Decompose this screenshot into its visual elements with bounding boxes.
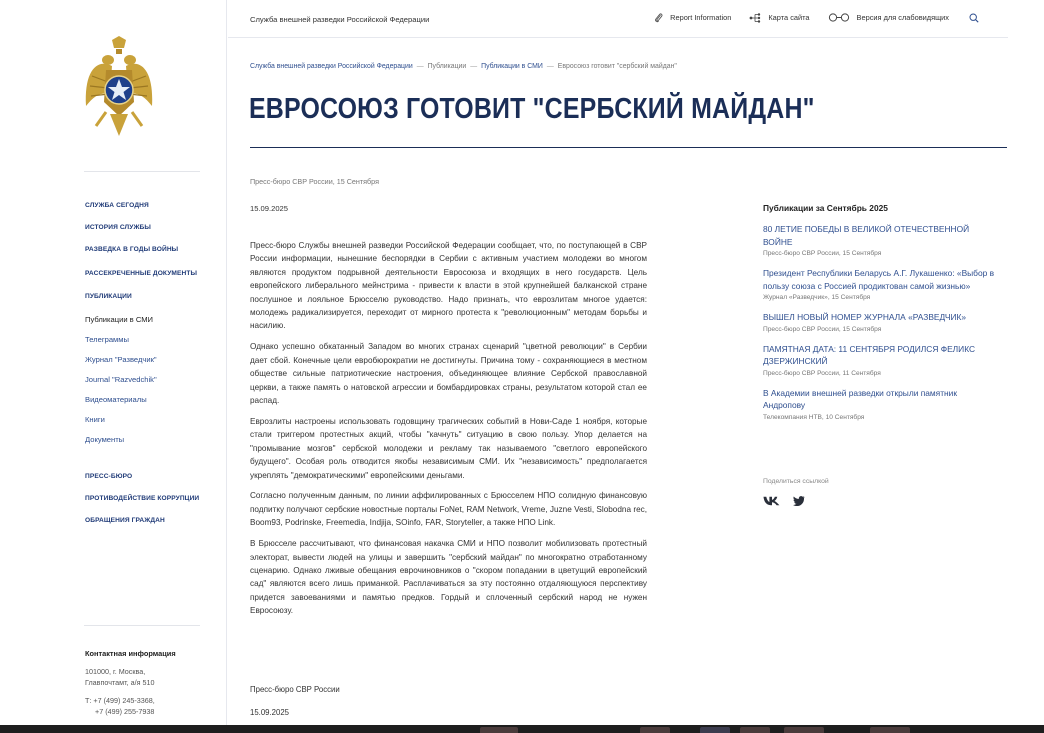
sidebar-item[interactable]: РАССЕКРЕЧЕННЫЕ ДОКУМЕНТЫ <box>85 270 198 277</box>
sidebar-item[interactable]: Видеоматериалы <box>85 395 147 404</box>
sidebar-divider <box>84 625 200 626</box>
vk-icon <box>763 496 780 506</box>
article-signature-date: 15.09.2025 <box>250 708 290 717</box>
header-links <box>636 12 986 23</box>
breadcrumb-separator: — <box>416 63 424 70</box>
taskbar-app[interactable] <box>640 727 670 733</box>
paperclip-icon <box>654 12 663 23</box>
breadcrumb-separator: — <box>546 63 554 70</box>
breadcrumb-separator: — <box>470 63 478 70</box>
report-information-link[interactable] <box>654 12 731 23</box>
publication-item <box>763 311 998 333</box>
sidebar-item[interactable]: Телеграммы <box>85 335 129 344</box>
publications-list <box>763 223 998 421</box>
article-meta: Пресс-бюро СВР России, 15 Сентября <box>250 177 379 186</box>
org-name[interactable]: Служба внешней разведки Российской Федерации <box>250 15 430 24</box>
publication-item <box>763 223 998 257</box>
article-paragraph: Пресс-бюро Службы внешней разведки Российской Федерации сообщает, что, по поступающей в СВР России информации, нынешние беспорядки в Сербии с активным участием молодежи во многом являются продуктом подрывной деятельности Евросоюза и входящих в него государств. Цель европейского либерального мейнстрима - привести к власти в этой крупнейшей балканской стране послушное и лояльное Брюсселю руководство. Надо признать, что еврозлитам многое удается: молодежь радикализируется, переходит от мирного протеста к "революционным" методам борьбы и насилию. <box>250 241 647 331</box>
sidebar-item[interactable]: ПРЕСС-БЮРО <box>85 473 133 480</box>
contact-phone[interactable]: +7 (499) 255-7938 <box>95 707 155 716</box>
sidebar-item[interactable]: ОБРАЩЕНИЯ ГРАЖДАН <box>85 517 165 524</box>
taskbar-app[interactable] <box>700 727 730 733</box>
contact-phone[interactable]: Т: +7 (499) 245-3368, <box>85 696 155 705</box>
publication-item <box>763 343 998 377</box>
publications-sidebar <box>763 203 998 431</box>
report-information-label: Report Information <box>670 13 732 22</box>
publication-source: Пресс-бюро СВР России, 11 Сентября <box>763 369 881 377</box>
sidebar-item[interactable]: ПУБЛИКАЦИИ <box>85 293 132 300</box>
sitemap-label: Карта сайта <box>768 13 810 22</box>
low-vision-label: Версия для слабовидящих <box>856 13 949 22</box>
article-date: 15.09.2025 <box>250 204 289 213</box>
breadcrumb-item[interactable]: Служба внешней разведки Российской Федерации <box>250 63 413 70</box>
publications-heading: Публикации за Сентябрь 2025 <box>763 203 888 213</box>
social-share <box>763 496 818 506</box>
sidebar-item[interactable]: Journal "Razvedchik" <box>85 375 157 384</box>
contact-address: 101000, г. Москва, <box>85 667 146 676</box>
publication-source: Телекомпания НТВ, 10 Сентября <box>763 413 865 421</box>
share-label: Поделиться ссылкой <box>763 478 829 485</box>
glasses-icon <box>828 13 850 22</box>
page-title: ЕВРОСОЮЗ ГОТОВИТ "СЕРБСКИЙ МАЙДАН" <box>249 93 815 125</box>
taskbar-app[interactable] <box>870 727 910 733</box>
article-body <box>250 239 647 625</box>
publication-source: Пресс-бюро СВР России, 15 Сентября <box>763 325 882 333</box>
search-button[interactable] <box>969 13 986 23</box>
article-signature: Пресс-бюро СВР России <box>250 685 340 694</box>
contact-title: Контактная информация <box>85 649 176 658</box>
sidebar-item[interactable]: Книги <box>85 415 105 424</box>
taskbar-app[interactable] <box>740 727 770 733</box>
publication-title-link[interactable]: Президент Республики Беларусь А.Г. Лукашенко: «Выбор в пользу союза с Россией продиктован самой жизнью» <box>763 268 995 291</box>
article-paragraph: В Брюсселе рассчитывают, что финансовая накачка СМИ и НПО позволит мобилизовать протестный электорат, вывести людей на улицы и завершить "сербский майдан" по многократно отработанному сценарию. Однако лживые обещания еврочиновников о "скором попадании в цветущий европейский сад" являются всего лишь приманкой. Расплачиваться за эту постоянно отдаляющуюся перспективу придется завоеваниями и памятью предков. Гордый и сплоченный сербский народ не нужен Евросоюзу. <box>250 539 647 616</box>
breadcrumb-item: Евросоюз готовит "сербский майдан" <box>557 63 677 70</box>
vk-share-button[interactable] <box>763 496 780 506</box>
breadcrumb <box>250 63 677 70</box>
sidebar-item[interactable]: Документы <box>85 435 125 444</box>
article-paragraph: Еврозлиты настроены использовать годовщину трагических событий в Нови-Саде 1 ноября, которые стали триггером протестных акций, чтобы "качнуть" ситуацию в свою пользу. Упор делается на "промывание мозгов" сербской молодежи и рекламу так называемого "светлого европейского будущего". Особая роль отводится якобы независимым СМИ. Их "независимость" предполагается укреплять "демократическими" европейскими деньгами. <box>250 416 647 480</box>
sidebar-item[interactable]: СЛУЖБА СЕГОДНЯ <box>85 202 149 209</box>
search-icon <box>969 13 979 23</box>
sidebar-item[interactable]: РАЗВЕДКА В ГОДЫ ВОЙНЫ <box>85 246 179 253</box>
sidebar-item[interactable]: ПРОТИВОДЕЙСТВИЕ КОРРУПЦИИ <box>85 495 200 502</box>
publication-title-link[interactable]: 80 ЛЕТИЕ ПОБЕДЫ В ВЕЛИКОЙ ОТЕЧЕСТВЕННОЙ ВОЙНЕ <box>763 224 970 247</box>
breadcrumb-item: Публикации <box>427 63 467 70</box>
publication-title-link[interactable]: ВЫШЕЛ НОВЫЙ НОМЕР ЖУРНАЛА «РАЗВЕДЧИК» <box>763 312 967 322</box>
contact-info <box>85 648 225 717</box>
article-paragraph: Согласно полученным данным, по линии аффилированных с Брюсселем НПО солидную финансовую подпитку получают сербские новостные порталы FoNet, RAM Network, Vreme, Juzne Vesti, Slobodna rec, Boom93, Podrinske, Freemedia, Indjija, SOinfo, FAR, Storyteller, а также НПО Link. <box>250 491 647 528</box>
os-taskbar <box>0 725 1044 733</box>
left-sidebar <box>0 0 227 725</box>
top-header <box>228 0 1008 38</box>
sidebar-divider <box>84 171 200 172</box>
publication-title-link[interactable]: ПАМЯТНАЯ ДАТА: 11 СЕНТЯБРЯ РОДИЛСЯ ФЕЛИКС ДЗЕРЖИНСКИЙ <box>763 343 976 366</box>
twitter-share-button[interactable] <box>793 496 805 506</box>
taskbar-app[interactable] <box>784 727 824 733</box>
sidebar-item[interactable]: ИСТОРИЯ СЛУЖБЫ <box>85 224 151 231</box>
sidebar-item[interactable]: Публикации в СМИ <box>85 315 154 324</box>
sitemap-link[interactable] <box>749 13 809 23</box>
breadcrumb-item[interactable]: Публикации в СМИ <box>481 63 543 70</box>
sidebar-item[interactable]: Журнал "Разведчик" <box>85 355 157 364</box>
twitter-icon <box>793 496 805 506</box>
publication-item <box>763 387 998 421</box>
low-vision-version-link[interactable] <box>828 13 949 22</box>
contact-address: Главпочтамт, а/я 510 <box>85 678 155 687</box>
sitemap-icon <box>749 13 761 23</box>
publication-source: Пресс-бюро СВР России, 15 Сентября <box>763 250 882 257</box>
svr-emblem-icon[interactable] <box>82 36 156 144</box>
publication-source: Журнал «Разведчик», 15 Сентября <box>763 294 871 301</box>
article-paragraph: Однако успешно обкатанный Западом во многих странах сценарий "цветной революции" в Сербии дает сбой. Конечные цели евробюрократии не достигнуты. Причина тому - сохраняющиеся в местном обществе сильные патриотические настроения, объединяющее влияние Сербской православной церкви, а также память о натовской агрессии и бомбардировках страны, результатом которой стал ее распад. <box>250 342 647 405</box>
sidebar-nav <box>85 200 225 527</box>
taskbar-app[interactable] <box>480 727 518 733</box>
publication-title-link[interactable]: В Академии внешней разведки открыли памятник Андропову <box>763 387 958 410</box>
title-divider <box>250 147 1007 148</box>
publication-item <box>763 267 998 301</box>
